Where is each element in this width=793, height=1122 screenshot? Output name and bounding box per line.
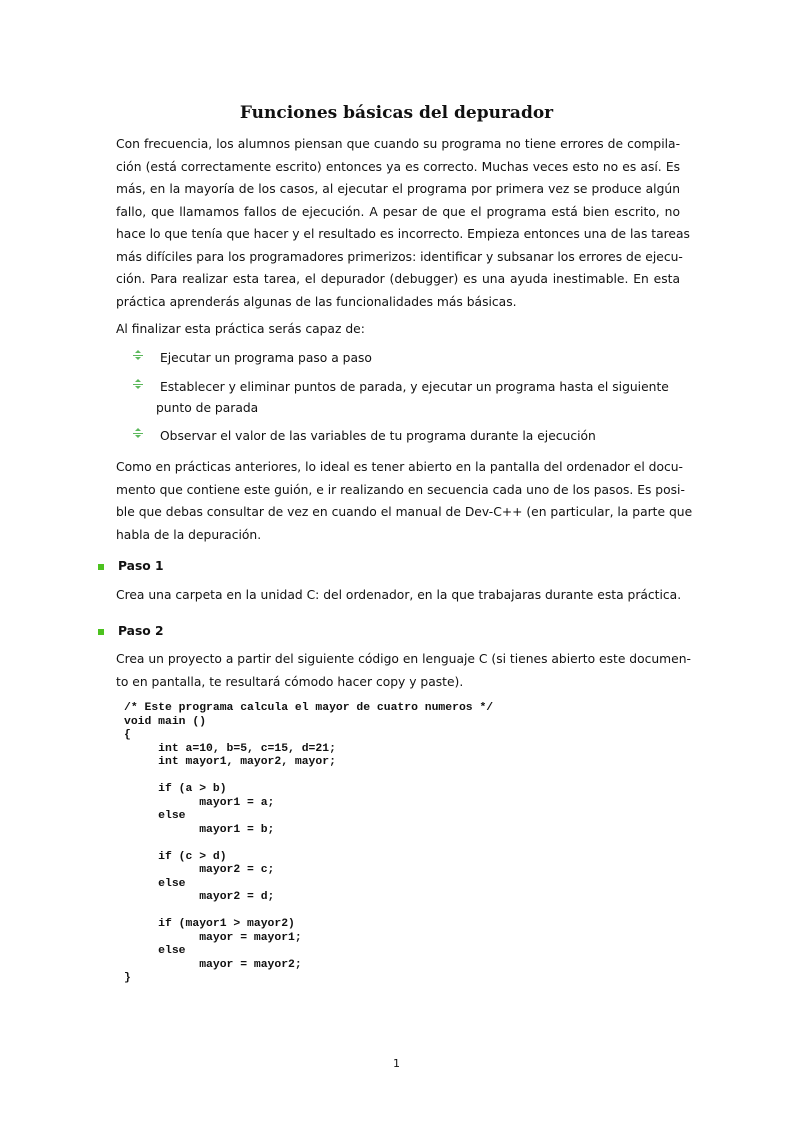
step-line: to en pantalla, te resultará cómodo hacer copy y paste). xyxy=(116,674,464,689)
objective-text: Ejecutar un programa paso a paso xyxy=(160,351,372,365)
step-paragraph xyxy=(116,648,691,693)
intro-line: Con frecuencia, los alumnos piensan que cuando su programa no tiene errores de compila- xyxy=(116,137,680,151)
intro-line: ción. Para realizar esta tarea, el depurador (debugger) es una ayuda inestimable. En esta xyxy=(116,272,680,286)
advice-line: ble que debas consultar de vez en cuando el manual de Dev-C++ (en particular, la parte que xyxy=(116,505,693,519)
step-line: Crea un proyecto a partir del siguiente código en lenguaje C (si tienes abierto este documen- xyxy=(116,652,691,666)
intro-paragraph xyxy=(116,133,690,313)
step-text: Crea una carpeta en la unidad C: del ordenador, en la que trabajaras durante esta práctica. xyxy=(116,588,682,602)
arrow-bullet-icon xyxy=(132,378,144,390)
arrow-bullet-icon xyxy=(132,427,144,439)
intro-line: ción (está correctamente escrito) entonces ya es correcto. Muchas veces esto no es así. Es xyxy=(116,159,680,174)
intro-line: hace lo que tenía que hacer y el resultado es incorrecto. Empieza entonces una de las tareas xyxy=(116,227,690,241)
objectives-intro: Al finalizar esta práctica serás capaz de: xyxy=(116,322,365,336)
page-number: 1 xyxy=(393,1057,400,1070)
objective-text: Establecer y eliminar puntos de parada, y ejecutar un programa hasta el siguiente xyxy=(160,380,669,394)
intro-line: más difíciles para los programadores primerizos: identificar y subsanar los errores de ejecu- xyxy=(116,249,683,264)
advice-paragraph xyxy=(116,456,693,546)
objective-text: Observar el valor de las variables de tu programa durante la ejecución xyxy=(160,429,596,443)
intro-line: más, en la mayoría de los casos, al ejecutar el programa por primera vez se produce algún xyxy=(116,182,680,196)
advice-line: Como en prácticas anteriores, lo ideal es tener abierto en la pantalla del ordenador el docu- xyxy=(116,460,683,474)
square-bullet-icon xyxy=(98,564,104,570)
code-listing: /* Este programa calcula el mayor de cuatro numeros */ void main () { int a=10, b=5, c=15, d=21; int mayor1, mayor2, mayor; if (a > b) mayor1 = a; else mayor1 = b; if (c > d) mayor2 = c; else mayor2 = d; if (mayor1 > mayor2) mayor = mayor1; else mayor = mayor2; } xyxy=(124,702,494,984)
page-title: Funciones básicas del depurador xyxy=(239,103,554,123)
step-label: Paso 2 xyxy=(118,624,164,638)
square-bullet-icon xyxy=(98,629,104,635)
intro-line: fallo, que llamamos fallos de ejecución. A pesar de que el programa está bien escrito, no xyxy=(116,204,680,219)
intro-line: práctica aprenderás algunas de las funcionalidades más básicas. xyxy=(116,294,517,309)
objective-text-continued: punto de parada xyxy=(156,401,259,415)
advice-line: habla de la depuración. xyxy=(116,527,262,542)
arrow-bullet-icon xyxy=(132,349,144,361)
advice-line: mento que contiene este guión, e ir realizando en secuencia cada uno de los pasos. Es posi- xyxy=(116,482,685,497)
step-label: Paso 1 xyxy=(118,559,164,573)
